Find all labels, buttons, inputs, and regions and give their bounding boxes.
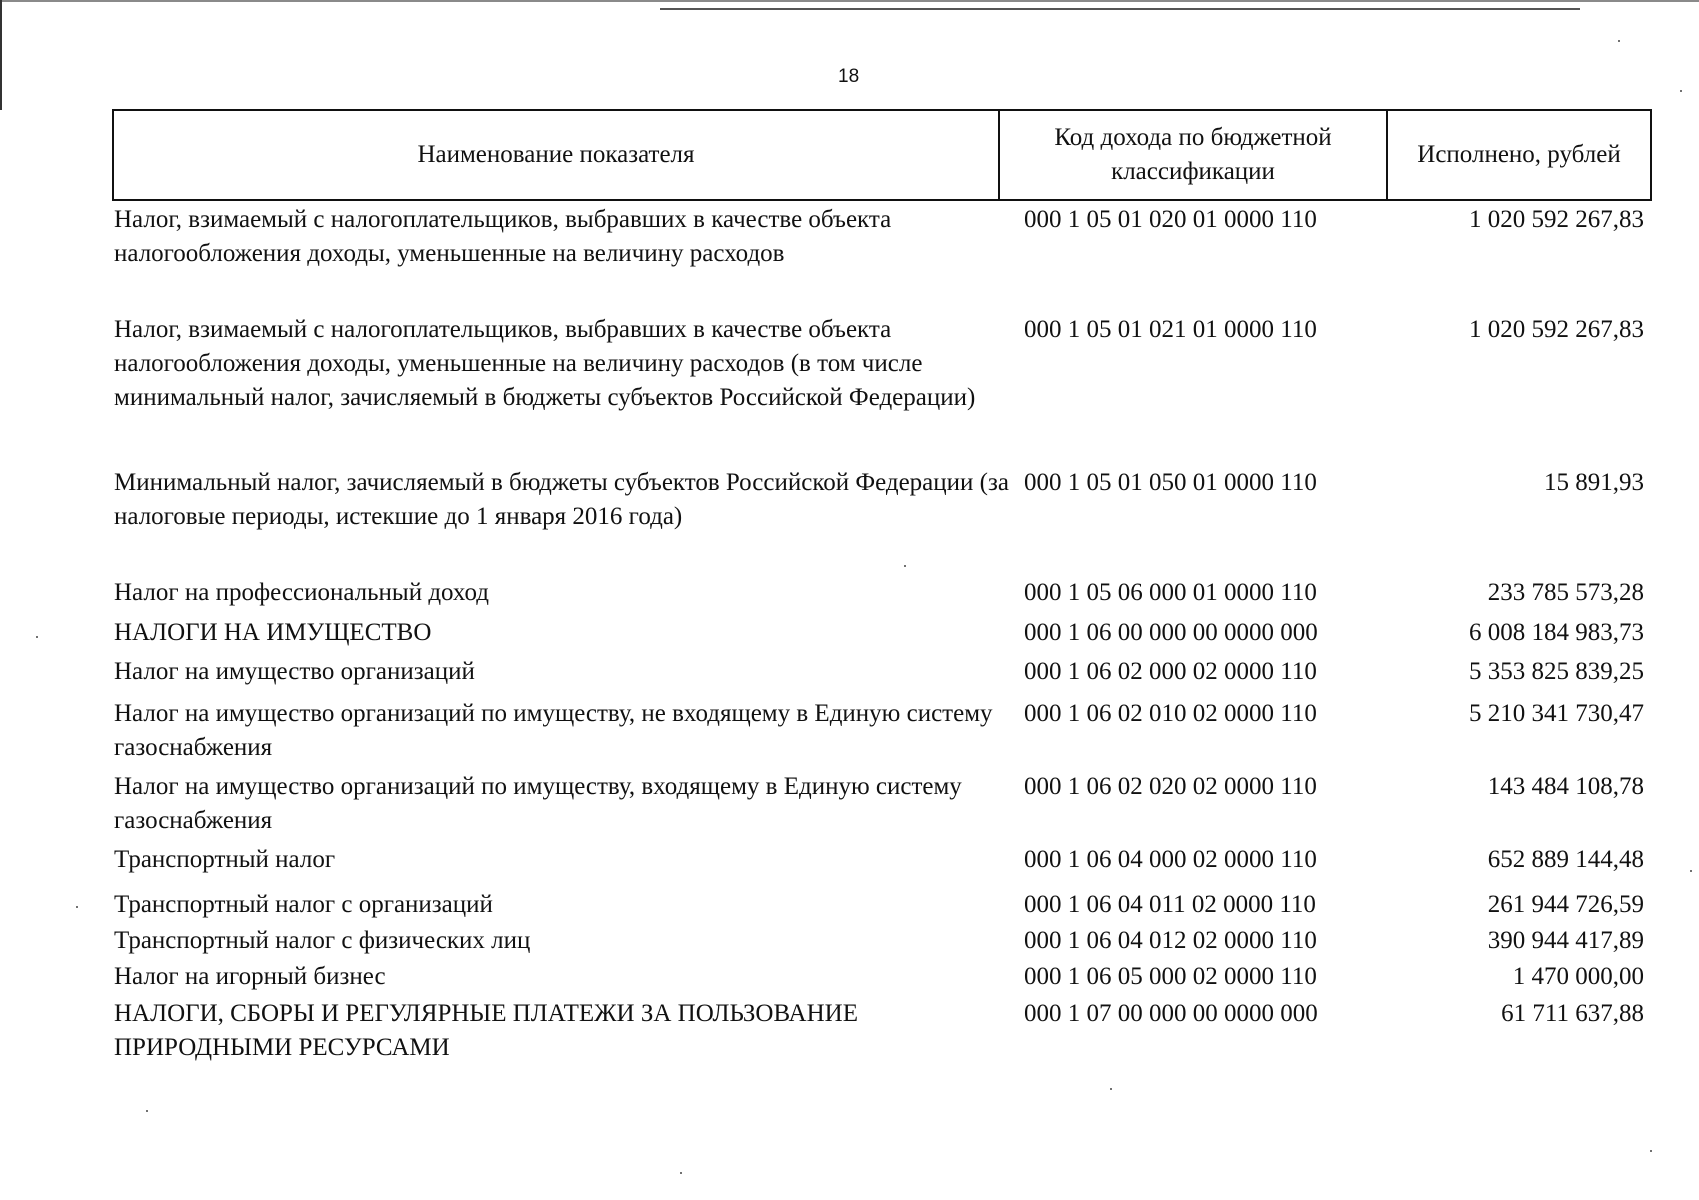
row-code: 000 1 06 00 000 00 0000 000	[1024, 619, 1318, 646]
row-name: Транспортный налог с организаций	[114, 891, 493, 918]
row-amount: 1 020 592 267,83	[1469, 316, 1644, 343]
row-name: НАЛОГИ НА ИМУЩЕСТВО	[114, 619, 432, 646]
scan-speck	[1690, 870, 1692, 872]
row-amount: 6 008 184 983,73	[1469, 619, 1644, 646]
scan-speck	[36, 636, 38, 638]
row-amount: 5 210 341 730,47	[1469, 700, 1644, 727]
row-amount: 1 020 592 267,83	[1469, 206, 1644, 233]
row-code: 000 1 07 00 000 00 0000 000	[1024, 1000, 1318, 1027]
row-code: 000 1 05 06 000 01 0000 110	[1024, 579, 1317, 606]
scan-speck	[680, 1172, 682, 1174]
row-code: 000 1 06 04 012 02 0000 110	[1024, 927, 1317, 954]
row-name: Транспортный налог с физических лиц	[114, 927, 531, 954]
scan-rule-top	[660, 8, 1580, 10]
row-name: Минимальный налог, зачисляемый в бюджеты субъектов Российской Федерации (за налоговые периоды, истекшие до 1 января 2016 года)	[114, 469, 1009, 530]
scan-speck	[904, 565, 906, 567]
row-name: Налог, взимаемый с налогоплательщиков, выбравших в качестве объекта налогообложения доходы, уменьшенные на величину расходов (в том числе минимальный налог, зачисляемый в бюджеты субъектов Российской Федерации)	[114, 316, 976, 411]
row-amount: 652 889 144,48	[1487, 846, 1644, 873]
row-name: Налог на имущество организаций	[114, 658, 475, 685]
scan-edge-left	[0, 0, 2, 110]
header-amount: Исполнено, рублей	[1417, 141, 1621, 168]
page-number: 18	[838, 66, 860, 87]
scan-speck	[76, 906, 78, 908]
row-amount: 233 785 573,28	[1487, 579, 1644, 606]
row-amount: 390 944 417,89	[1487, 927, 1644, 954]
row-amount: 1 470 000,00	[1512, 963, 1644, 990]
row-amount: 5 353 825 839,25	[1469, 658, 1644, 685]
row-code: 000 1 06 02 000 02 0000 110	[1024, 658, 1317, 685]
scan-speck	[146, 1110, 148, 1112]
row-code: 000 1 06 02 020 02 0000 110	[1024, 773, 1317, 800]
row-name: НАЛОГИ, СБОРЫ И РЕГУЛЯРНЫЕ ПЛАТЕЖИ ЗА ПОЛЬЗОВАНИЕ ПРИРОДНЫМИ РЕСУРСАМИ	[114, 1000, 858, 1061]
row-code: 000 1 06 02 010 02 0000 110	[1024, 700, 1317, 727]
row-code: 000 1 05 01 021 01 0000 110	[1024, 316, 1317, 343]
row-amount: 143 484 108,78	[1487, 773, 1644, 800]
header-name: Наименование показателя	[114, 111, 1000, 199]
header-code: Код дохода по бюджетной классификации	[1000, 111, 1388, 199]
row-code: 000 1 05 01 050 01 0000 110	[1024, 469, 1317, 496]
scan-speck	[1680, 90, 1682, 92]
row-amount: 15 891,93	[1544, 469, 1644, 496]
row-amount: 261 944 726,59	[1487, 891, 1644, 918]
row-code: 000 1 06 05 000 02 0000 110	[1024, 963, 1317, 990]
row-name: Налог на профессиональный доход	[114, 579, 489, 606]
row-amount: 61 711 637,88	[1501, 1000, 1644, 1027]
row-name: Транспортный налог	[114, 846, 336, 873]
row-name: Налог на имущество организаций по имуществу, не входящему в Единую систему газоснабжения	[114, 700, 993, 761]
scan-speck	[1650, 1150, 1652, 1152]
row-name: Налог, взимаемый с налогоплательщиков, выбравших в качестве объекта налогообложения доходы, уменьшенные на величину расходов	[114, 206, 892, 267]
table-header	[112, 109, 1652, 201]
row-code: 000 1 05 01 020 01 0000 110	[1024, 206, 1317, 233]
row-code: 000 1 06 04 000 02 0000 110	[1024, 846, 1317, 873]
row-name: Налог на игорный бизнес	[114, 963, 386, 990]
row-code: 000 1 06 04 011 02 0000 110	[1024, 891, 1316, 918]
scan-speck	[1110, 1088, 1112, 1090]
scan-speck	[1618, 40, 1620, 42]
scan-border-top	[0, 0, 1699, 2]
row-name: Налог на имущество организаций по имуществу, входящему в Единую систему газоснабжения	[114, 773, 962, 834]
